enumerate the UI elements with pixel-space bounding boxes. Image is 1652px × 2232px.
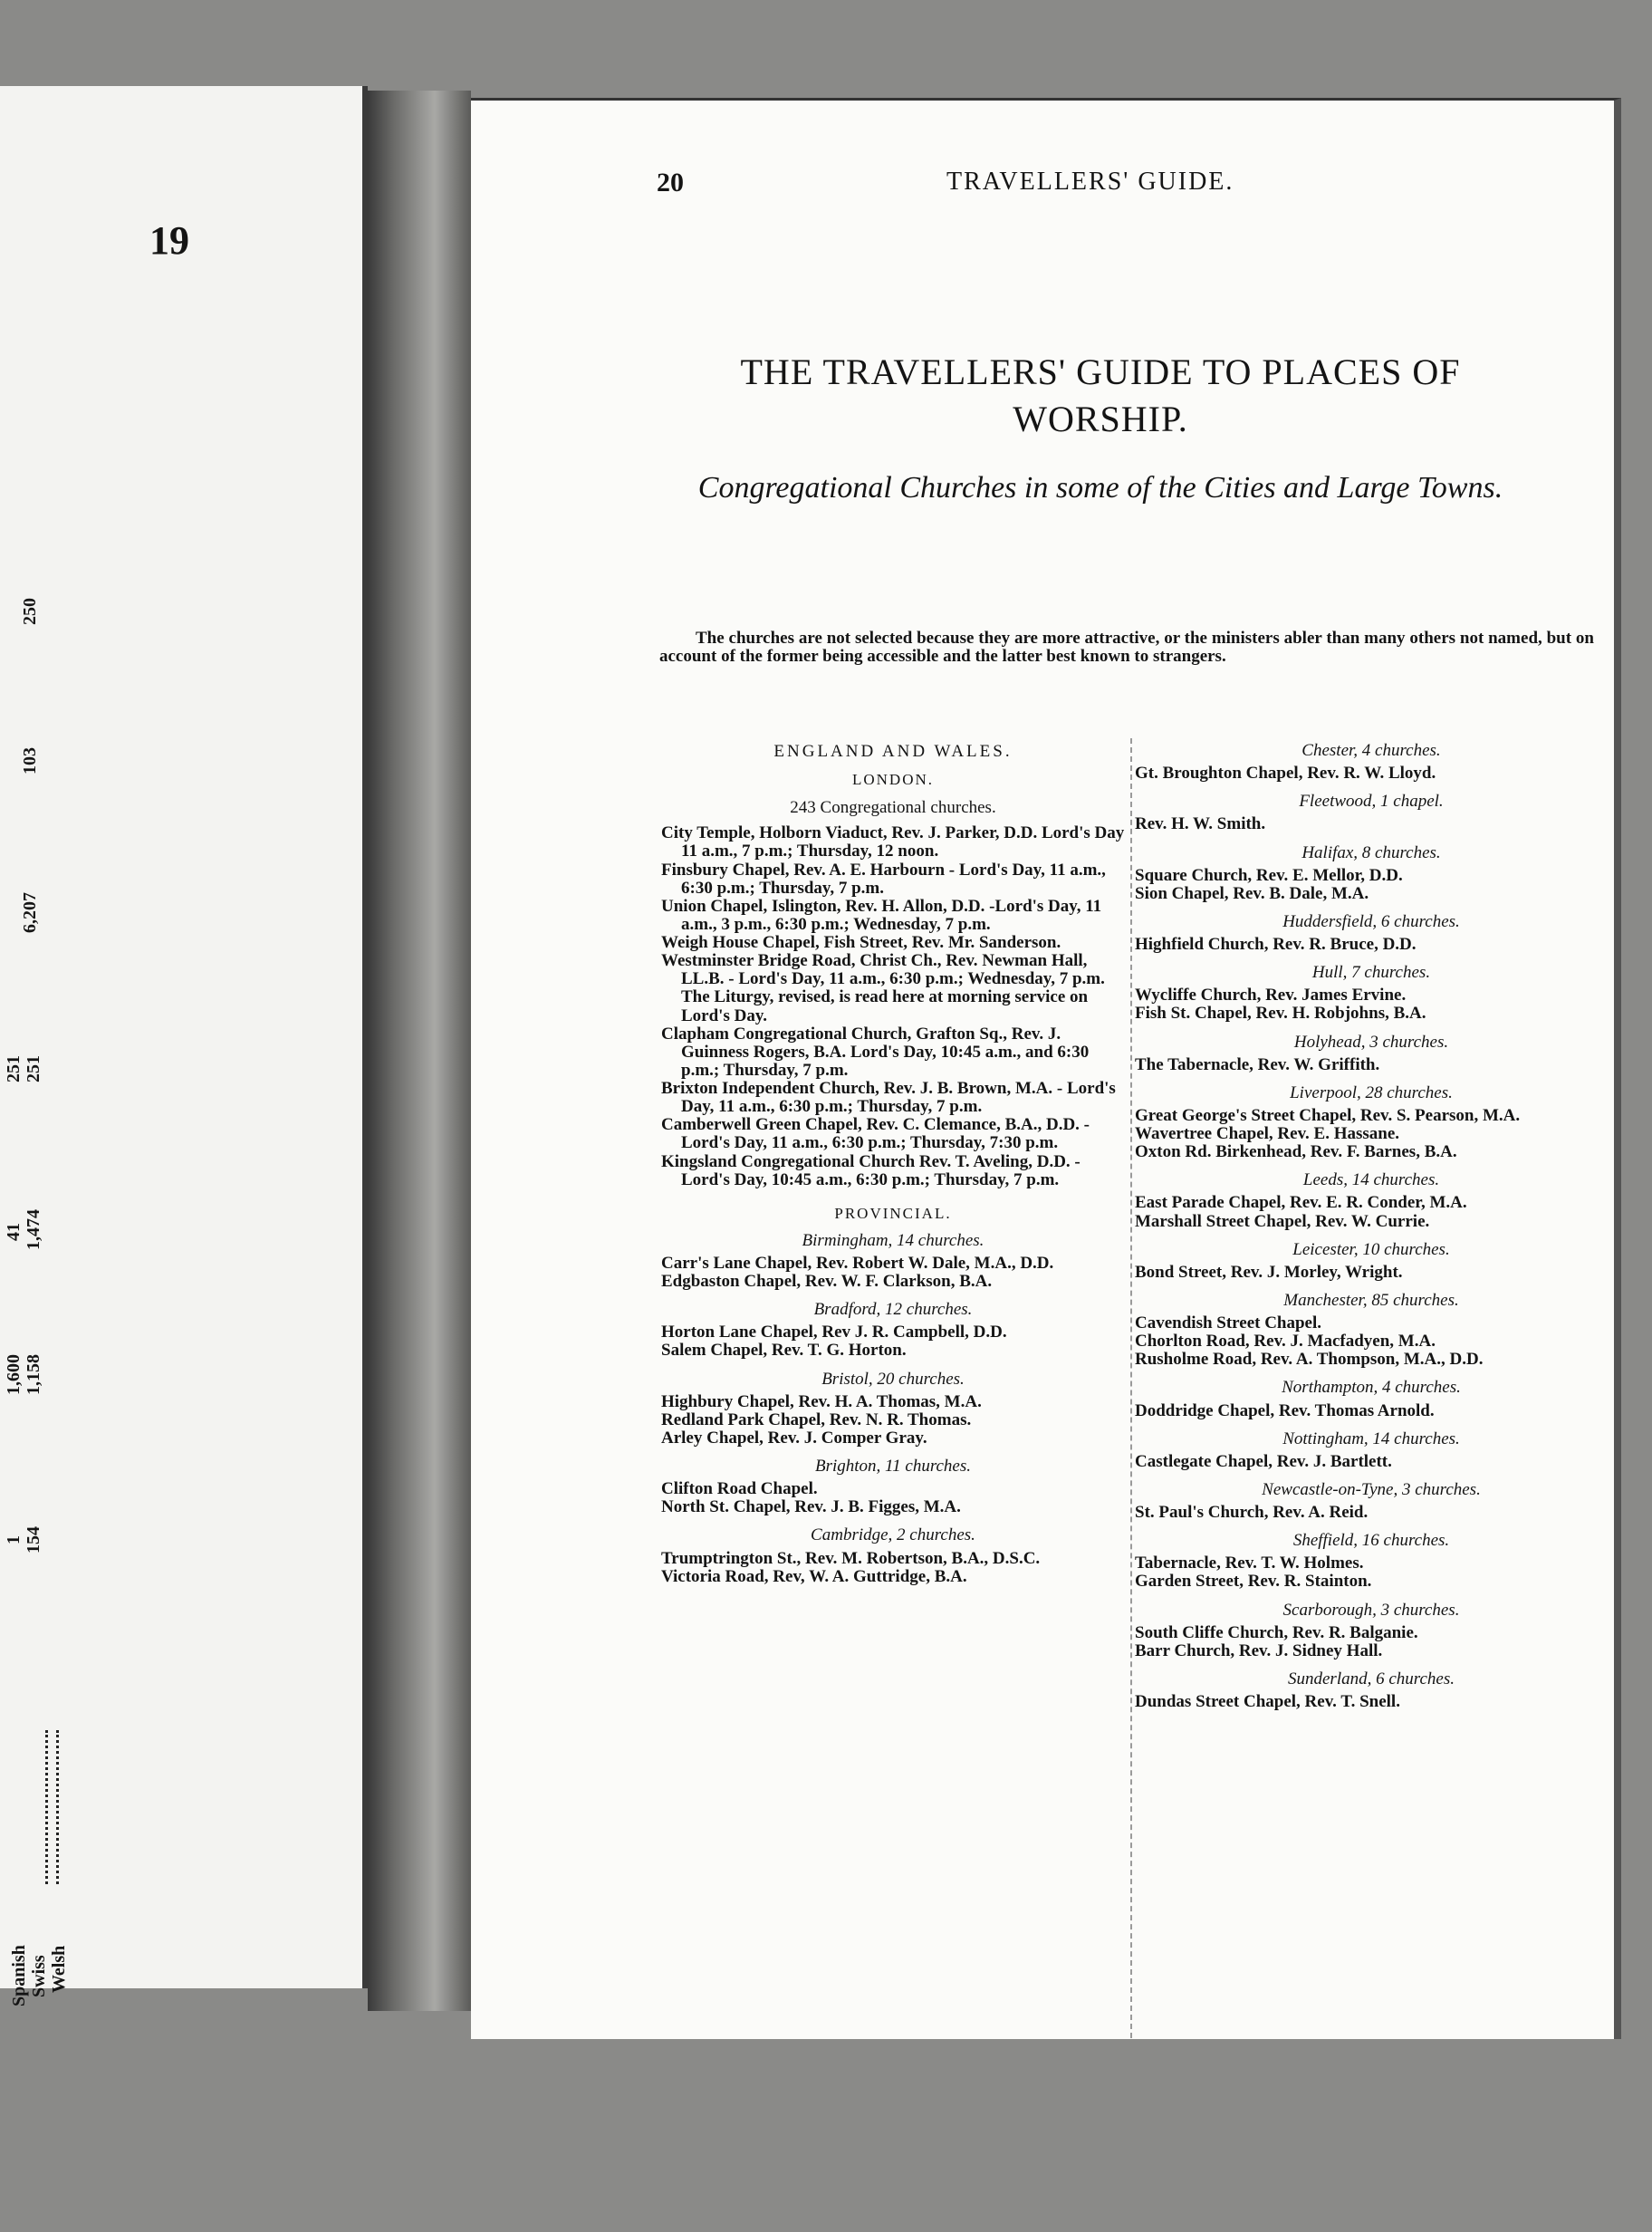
page-header: [471, 168, 1614, 204]
church-entry: Brixton Independent Church, Rev. J. B. Brown, M.A. - Lord's Day, 11 a.m., 6:30 p.m.; Thursday, 7 p.m.: [661, 1079, 1116, 1117]
church-entry: North St. Chapel, Rev. J. B. Figges, M.A.: [661, 1497, 961, 1517]
city-heading: Holyhead, 3 churches.: [1293, 1032, 1449, 1052]
city-heading: Halifax, 8 churches.: [1301, 842, 1441, 862]
church-entry: South Cliffe Church, Rev. R. Balganie.: [1135, 1622, 1418, 1642]
language-label: Welsh: [49, 1945, 69, 1993]
leader-dots: [45, 1730, 52, 1884]
church-entry: Camberwell Green Chapel, Rev. C. Clemance, B.A., D.D. - Lord's Day, 11 a.m., 6:30 p.m.; Thursday, 7:30 p.m.: [661, 1115, 1090, 1153]
city-heading: Bristol, 20 churches.: [821, 1369, 965, 1389]
title-line: WORSHIP.: [1013, 399, 1188, 439]
city-heading: Scarborough, 3 churches.: [1282, 1600, 1460, 1620]
city-heading: Newcastle-on-Tyne, 3 churches.: [1262, 1479, 1481, 1499]
city-heading: Fleetwood, 1 chapel.: [1299, 792, 1444, 812]
city-heading: Sunderland, 6 churches.: [1288, 1669, 1455, 1688]
provincial-cities: [661, 1232, 1125, 1586]
left-page: [0, 86, 368, 2006]
left-page-number: 19: [149, 218, 189, 263]
church-entry: Wycliffe Church, Rev. James Ervine.: [1135, 986, 1407, 1005]
church-entry: The Tabernacle, Rev. W. Griffith.: [1135, 1054, 1380, 1074]
city-heading: Huddersfield, 6 churches.: [1282, 911, 1460, 931]
left-column: [661, 732, 1125, 1586]
city-heading: Leicester, 10 churches.: [1292, 1239, 1450, 1259]
church-entry: Kingsland Congregational Church Rev. T. Aveling, D.D. - Lord's Day, 10:45 a.m., 6:30 p.m.; Thursday, 7 p.m.: [661, 1151, 1081, 1189]
language-label: Spanish: [9, 1945, 29, 2006]
church-entry: Redland Park Chapel, Rev. N. R. Thomas.: [661, 1409, 972, 1429]
language-label: Swiss: [29, 1955, 49, 1997]
london-entries: [661, 824, 1125, 1189]
city-heading: Brighton, 11 churches.: [814, 1457, 972, 1477]
church-entry: Salem Chapel, Rev. T. G. Horton.: [661, 1341, 907, 1361]
church-entry: Garden Street, Rev. R. Stainton.: [1135, 1572, 1372, 1592]
church-entry: East Parade Chapel, Rev. E. R. Conder, M.A.: [1135, 1193, 1467, 1213]
church-entry: Dundas Street Chapel, Rev. T. Snell.: [1135, 1692, 1400, 1711]
church-entry: Horton Lane Chapel, Rev J. R. Campbell, D.D.: [661, 1323, 1007, 1342]
page-subtitle: Congregational Churches in some of the Cities and Large Towns.: [697, 471, 1503, 505]
church-entry: Sion Chapel, Rev. B. Dale, M.A.: [1135, 883, 1369, 903]
church-entry: Castlegate Chapel, Rev. J. Bartlett.: [1135, 1451, 1392, 1471]
rotated-number: 251: [24, 1055, 43, 1082]
church-entry: Great George's Street Chapel, Rev. S. Pearson, M.A.: [1135, 1105, 1521, 1125]
region-heading: LONDON.: [851, 771, 935, 789]
city-heading: Chester, 4 churches.: [1301, 741, 1441, 760]
country-heading: ENGLAND AND WALES.: [773, 742, 1013, 761]
rotated-number: 1: [4, 1535, 24, 1544]
church-entry: Arley Chapel, Rev. J. Comper Gray.: [661, 1428, 927, 1448]
church-entry: Victoria Road, Rev, W. A. Guttridge, B.A.: [661, 1566, 967, 1586]
city-heading: Liverpool, 28 churches.: [1290, 1082, 1453, 1102]
church-entry: Wavertree Chapel, Rev. E. Hassane.: [1135, 1124, 1400, 1143]
leader-dots: [56, 1730, 62, 1884]
church-entry: Carr's Lane Chapel, Rev. Robert W. Dale, M.A., D.D.: [661, 1253, 1054, 1273]
city-heading: Manchester, 85 churches.: [1283, 1290, 1459, 1310]
city-heading: Nottingham, 14 churches.: [1282, 1429, 1460, 1448]
church-entry: Trumptrington St., Rev. M. Robertson, B.A., D.S.C.: [661, 1548, 1041, 1568]
rotated-number: 6,207: [20, 892, 40, 933]
rotated-number: 1,158: [24, 1354, 43, 1395]
city-heading: Sheffield, 16 churches.: [1292, 1531, 1450, 1551]
rotated-number: 154: [24, 1526, 43, 1554]
church-entry: Highbury Chapel, Rev. H. A. Thomas, M.A.: [661, 1391, 982, 1411]
rotated-number: 1,474: [24, 1209, 43, 1250]
column-divider: [1130, 738, 1132, 2038]
church-entry: Bond Street, Rev. J. Morley, Wright.: [1135, 1262, 1403, 1282]
church-entry: Square Church, Rev. E. Mellor, D.D.: [1135, 865, 1403, 885]
city-heading: Leeds, 14 churches.: [1302, 1170, 1440, 1190]
page-title: [589, 349, 1612, 443]
church-entry: Highfield Church, Rev. R. Bruce, D.D.: [1135, 935, 1417, 954]
running-title: TRAVELLERS' GUIDE.: [946, 168, 1234, 196]
intro-paragraph: The churches are not selected because they are more attractive, or the ministers abler than many others not named, but on account of the former being accessible and the latter best known to strangers.: [659, 629, 1594, 666]
city-heading: Cambridge, 2 churches.: [811, 1525, 975, 1545]
church-entry: Oxton Rd. Birkenhead, Rev. F. Barnes, B.A.: [1135, 1142, 1457, 1162]
church-entry: St. Paul's Church, Rev. A. Reid.: [1135, 1503, 1369, 1522]
church-entry: Edgbaston Chapel, Rev. W. F. Clarkson, B.A.: [661, 1272, 993, 1292]
rotated-number: 250: [20, 598, 40, 625]
church-entry: Doddridge Chapel, Rev. Thomas Arnold.: [1135, 1400, 1435, 1420]
church-count: 243 Congregational churches.: [790, 798, 996, 818]
city-list: [1135, 742, 1608, 1711]
church-entry: Rev. H. W. Smith.: [1135, 814, 1266, 834]
church-entry: Tabernacle, Rev. T. W. Holmes.: [1135, 1554, 1364, 1573]
church-entry: Barr Church, Rev. J. Sidney Hall.: [1135, 1640, 1383, 1660]
church-entry: Westminster Bridge Road, Christ Ch., Rev. Newman Hall, LL.B. - Lord's Day, 11 a.m., 6:30 p.m.; Wednesday, 7 p.m. The Liturgy, revised, is read here at morning service on Lord's Day.: [661, 951, 1105, 1025]
rotated-number: 41: [4, 1223, 24, 1241]
region-heading: PROVINCIAL.: [834, 1204, 952, 1222]
rotated-number: 103: [20, 747, 40, 774]
city-heading: Hull, 7 churches.: [1311, 963, 1431, 983]
city-heading: Bradford, 12 churches.: [813, 1300, 973, 1320]
church-entry: Clapham Congregational Church, Grafton Sq., Rev. J. Guinness Rogers, B.A. Lord's Day, 10:45 a.m., and 6:30 p.m.; Thursday, 7 p.m.: [661, 1024, 1090, 1080]
church-entry: Fish St. Chapel, Rev. H. Robjohns, B.A.: [1135, 1004, 1426, 1024]
right-column: [1135, 732, 1608, 1711]
book-gutter: [368, 91, 471, 2011]
city-heading: Northampton, 4 churches.: [1282, 1378, 1461, 1398]
title-line: THE TRAVELLERS' GUIDE TO PLACES OF: [740, 351, 1461, 392]
church-entry: Marshall Street Chapel, Rev. W. Currie.: [1135, 1211, 1430, 1231]
church-entry: Chorlton Road, Rev. J. Macfadyen, M.A.: [1135, 1332, 1436, 1352]
church-entry: City Temple, Holborn Viaduct, Rev. J. Parker, D.D. Lord's Day 11 a.m., 7 p.m.; Thursday, 12 noon.: [661, 823, 1125, 861]
page-number: 20: [657, 168, 684, 197]
church-entry: Rusholme Road, Rev. A. Thompson, M.A., D.D.: [1135, 1350, 1484, 1370]
church-entry: Weigh House Chapel, Fish Street, Rev. Mr. Sanderson.: [661, 933, 1061, 953]
church-entry: Cavendish Street Chapel.: [1135, 1313, 1322, 1332]
church-entry: Union Chapel, Islington, Rev. H. Allon, D.D. -Lord's Day, 11 a.m., 3 p.m., 6:30 p.m.; Wednesday, 7 p.m.: [661, 896, 1102, 934]
rotated-number: 1,600: [4, 1354, 24, 1395]
rotated-number: 251: [4, 1055, 24, 1082]
church-entry: Gt. Broughton Chapel, Rev. R. W. Lloyd.: [1135, 764, 1436, 784]
church-entry: Clifton Road Chapel.: [661, 1479, 818, 1499]
city-heading: Birmingham, 14 churches.: [802, 1230, 984, 1250]
church-entry: Finsbury Chapel, Rev. A. E. Harbourn - Lord's Day, 11 a.m., 6:30 p.m.; Thursday, 7 p.m.: [661, 860, 1106, 898]
